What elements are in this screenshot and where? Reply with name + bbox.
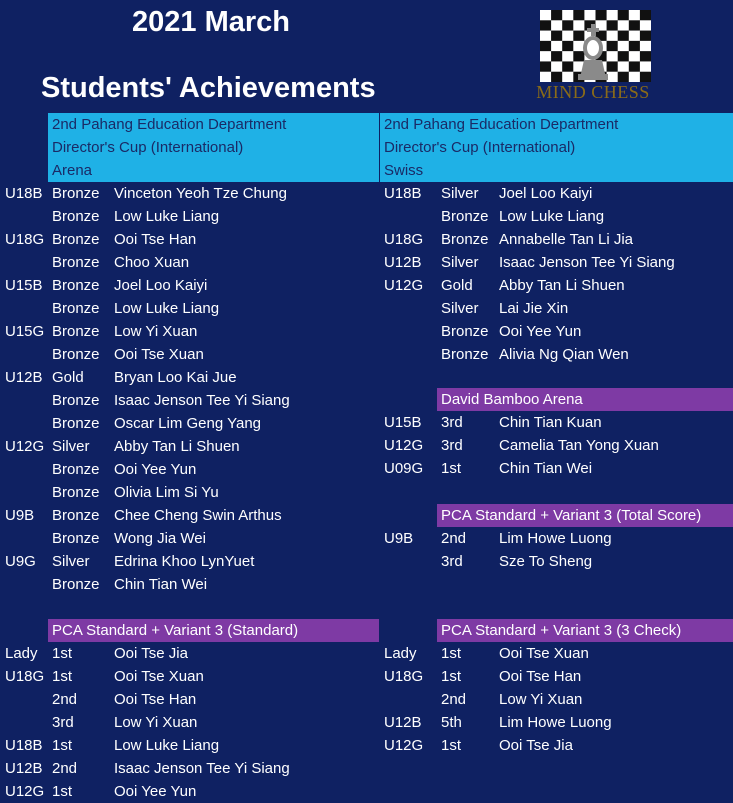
student-name-cell: Joel Loo Kaiyi (114, 277, 208, 294)
section-header-line: 2nd Pahang Education Department (384, 116, 619, 133)
placing-cell: 1st (441, 645, 462, 662)
student-name-cell: Wong Jia Wei (114, 530, 206, 547)
section-header-pca-standard (48, 619, 379, 642)
checker-square (540, 10, 551, 21)
student-name-cell: Chin Tian Kuan (499, 414, 602, 431)
checker-square (540, 51, 551, 62)
placing-cell: 1st (52, 737, 73, 754)
category-cell: U18G (5, 668, 45, 685)
checker-square (640, 72, 651, 82)
category-cell: U18G (5, 231, 45, 248)
checker-square (618, 20, 629, 31)
section-header-arena (48, 113, 379, 182)
placing-cell: 2nd (441, 530, 467, 547)
checker-square (551, 10, 562, 21)
placing-cell: Bronze (52, 392, 100, 409)
student-name-cell: Alivia Ng Qian Wen (499, 346, 629, 363)
checker-square (562, 61, 573, 72)
checker-square (573, 31, 584, 42)
placing-cell: 2nd (52, 691, 78, 708)
placing-cell: 2nd (52, 760, 78, 777)
category-cell: U12B (384, 254, 422, 271)
category-cell: U09G (384, 460, 424, 477)
checker-square (551, 20, 562, 31)
category-cell: U9G (5, 553, 36, 570)
student-name-cell: Isaac Jenson Tee Yi Siang (114, 392, 290, 409)
checker-square (640, 61, 651, 72)
placing-cell: Bronze (52, 300, 100, 317)
category-cell: U18G (384, 668, 424, 685)
logo-text: MIND CHESS (536, 82, 650, 102)
checker-square (629, 51, 640, 62)
category-cell: U18G (384, 231, 424, 248)
checker-square (562, 72, 573, 82)
checker-square (640, 41, 651, 52)
placing-cell: Gold (441, 277, 473, 294)
student-name-cell: Ooi Yee Yun (499, 323, 582, 340)
section-header-line: 2nd Pahang Education Department (52, 116, 287, 133)
category-cell: U9B (5, 507, 35, 524)
section-header-line: Director's Cup (International) (384, 139, 576, 156)
placing-cell: Bronze (441, 346, 489, 363)
section-header-line: PCA Standard + Variant 3 (Total Score) (441, 507, 702, 524)
checker-square (629, 41, 640, 52)
student-name-cell: Ooi Tse Han (114, 691, 197, 708)
checker-square (618, 72, 629, 82)
student-name-cell: Abby Tan Li Shuen (114, 438, 240, 455)
checker-square (562, 51, 573, 62)
placing-cell: Silver (52, 438, 90, 455)
checker-square (562, 20, 573, 31)
student-name-cell: Lim Howe Luong (499, 530, 612, 547)
checker-square (607, 31, 618, 42)
category-cell: U12G (384, 437, 424, 454)
checker-square (607, 72, 618, 82)
student-name-cell: Ooi Tse Han (114, 231, 197, 248)
placing-cell: 1st (52, 645, 73, 662)
category-cell: U12B (5, 369, 43, 386)
category-cell: U12G (5, 438, 45, 455)
checker-square (629, 20, 640, 31)
checker-square (629, 72, 640, 82)
student-name-cell: Low Luke Liang (114, 208, 220, 225)
category-cell: U12G (384, 277, 424, 294)
placing-cell: 3rd (52, 714, 74, 731)
checker-square (540, 41, 551, 52)
checker-square (573, 10, 584, 21)
section-header-line: PCA Standard + Variant 3 (3 Check) (441, 622, 682, 639)
category-cell: U15B (384, 414, 422, 431)
student-name-cell: Oscar Lim Geng Yang (114, 415, 262, 432)
category-cell: Lady (5, 645, 38, 662)
placing-cell: Bronze (52, 461, 100, 478)
student-name-cell: Ooi Tse Jia (114, 645, 188, 662)
section-header-pca-total (437, 504, 733, 527)
student-name-cell: Lai Jie Xin (499, 300, 569, 317)
checker-square (618, 61, 629, 72)
placing-cell: 3rd (441, 414, 463, 431)
checker-square (573, 41, 584, 52)
student-name-cell: Chin Tian Wei (114, 576, 208, 593)
placing-cell: 5th (441, 714, 462, 731)
checker-square (551, 72, 562, 82)
student-name-cell: Ooi Tse Jia (499, 737, 573, 754)
student-name-cell: Isaac Jenson Tee Yi Siang (499, 254, 675, 271)
checker-square (551, 41, 562, 52)
placing-cell: 3rd (441, 553, 463, 570)
checker-square (551, 31, 562, 42)
placing-cell: 3rd (441, 437, 463, 454)
student-name-cell: Camelia Tan Yong Xuan (499, 437, 659, 454)
placing-cell: Silver (441, 300, 479, 317)
category-cell: U18B (384, 185, 422, 202)
mind-chess-logo (540, 10, 651, 82)
checker-square (551, 61, 562, 72)
student-name-cell: Annabelle Tan Li Jia (499, 231, 633, 248)
student-name-cell: Ooi Yee Yun (114, 783, 197, 800)
category-cell: U15B (5, 277, 43, 294)
checker-square (618, 41, 629, 52)
placing-cell: Bronze (52, 530, 100, 547)
checker-square (573, 51, 584, 62)
checker-square (562, 10, 573, 21)
placing-cell: Bronze (52, 576, 100, 593)
placing-cell: Bronze (52, 323, 100, 340)
category-cell: U18B (5, 737, 43, 754)
student-name-cell: Ooi Tse Xuan (114, 346, 204, 363)
placing-cell: 1st (52, 783, 73, 800)
student-name-cell: Low Luke Liang (114, 737, 220, 754)
section-header-line: Director's Cup (International) (52, 139, 244, 156)
checker-square (618, 51, 629, 62)
student-name-cell: Low Luke Liang (499, 208, 605, 225)
student-name-cell: Low Yi Xuan (114, 323, 198, 340)
student-name-cell: Vinceton Yeoh Tze Chung (114, 185, 287, 202)
checker-square (607, 41, 618, 52)
student-name-cell: Low Yi Xuan (499, 691, 583, 708)
placing-cell: 1st (52, 668, 73, 685)
checker-square (540, 31, 551, 42)
student-name-cell: Bryan Loo Kai Jue (114, 369, 237, 386)
student-name-cell: Chee Cheng Swin Arthus (114, 507, 282, 524)
placing-cell: 1st (441, 668, 462, 685)
student-name-cell: Choo Xuan (114, 254, 190, 271)
checker-square (540, 61, 551, 72)
category-cell: U15G (5, 323, 45, 340)
category-cell: U12B (5, 760, 43, 777)
student-name-cell: Joel Loo Kaiyi (499, 185, 593, 202)
placing-cell: Bronze (52, 208, 100, 225)
placing-cell: 1st (441, 737, 462, 754)
placing-cell: Bronze (52, 277, 100, 294)
checker-square (618, 10, 629, 21)
placing-cell: Bronze (52, 231, 100, 248)
category-cell: U18B (5, 185, 43, 202)
category-cell: U9B (384, 530, 414, 547)
checker-square (584, 10, 595, 21)
placing-cell: 1st (441, 460, 462, 477)
title-line-1: 2021 March (132, 6, 290, 38)
checker-square (629, 31, 640, 42)
checker-square (618, 31, 629, 42)
placing-cell: Bronze (52, 415, 100, 432)
category-cell: Lady (384, 645, 417, 662)
checker-square (640, 10, 651, 21)
category-cell: U12G (5, 783, 45, 800)
placing-cell: Gold (52, 369, 84, 386)
checker-square (562, 41, 573, 52)
section-header-david-bamboo (437, 388, 733, 411)
student-name-cell: Chin Tian Wei (499, 460, 593, 477)
checker-square (607, 10, 618, 21)
checker-square (573, 20, 584, 31)
checker-square (607, 20, 618, 31)
section-header-line: PCA Standard + Variant 3 (Standard) (52, 622, 299, 639)
placing-cell: Silver (52, 553, 90, 570)
placing-cell: Silver (441, 185, 479, 202)
checker-square (596, 10, 607, 21)
category-cell: U12G (384, 737, 424, 754)
checker-square (629, 61, 640, 72)
placing-cell: Bronze (52, 484, 100, 501)
checker-square (629, 10, 640, 21)
student-name-cell: Ooi Tse Han (499, 668, 582, 685)
placing-cell: Bronze (52, 507, 100, 524)
checker-square (551, 51, 562, 62)
section-header-line: David Bamboo Arena (441, 391, 583, 408)
section-header-swiss (380, 113, 733, 182)
checker-square (607, 61, 618, 72)
category-cell: U12B (384, 714, 422, 731)
placing-cell: Bronze (441, 208, 489, 225)
checker-square (640, 20, 651, 31)
placing-cell: Bronze (52, 185, 100, 202)
placing-cell: Silver (441, 254, 479, 271)
student-name-cell: Sze To Sheng (499, 553, 593, 570)
checker-square (562, 31, 573, 42)
student-name-cell: Isaac Jenson Tee Yi Siang (114, 760, 290, 777)
placing-cell: Bronze (441, 323, 489, 340)
student-name-cell: Low Luke Liang (114, 300, 220, 317)
section-header-pca-3check (437, 619, 733, 642)
student-name-cell: Ooi Tse Xuan (499, 645, 589, 662)
student-name-cell: Ooi Tse Xuan (114, 668, 204, 685)
title-line-2: Students' Achievements (41, 72, 376, 104)
section-header-line: Swiss (384, 162, 424, 179)
student-name-cell: Ooi Yee Yun (114, 461, 197, 478)
checker-square (540, 20, 551, 31)
placing-cell: Bronze (52, 254, 100, 271)
student-name-cell: Edrina Khoo LynYuet (114, 553, 255, 570)
checker-square (607, 51, 618, 62)
checker-square (640, 51, 651, 62)
checker-square (640, 31, 651, 42)
student-name-cell: Abby Tan Li Shuen (499, 277, 625, 294)
placing-cell: 2nd (441, 691, 467, 708)
checker-square (540, 72, 551, 82)
section-header-line: Arena (52, 162, 93, 179)
placing-cell: Bronze (441, 231, 489, 248)
student-name-cell: Olivia Lim Si Yu (114, 484, 219, 501)
student-name-cell: Low Yi Xuan (114, 714, 198, 731)
student-name-cell: Lim Howe Luong (499, 714, 612, 731)
placing-cell: Bronze (52, 346, 100, 363)
